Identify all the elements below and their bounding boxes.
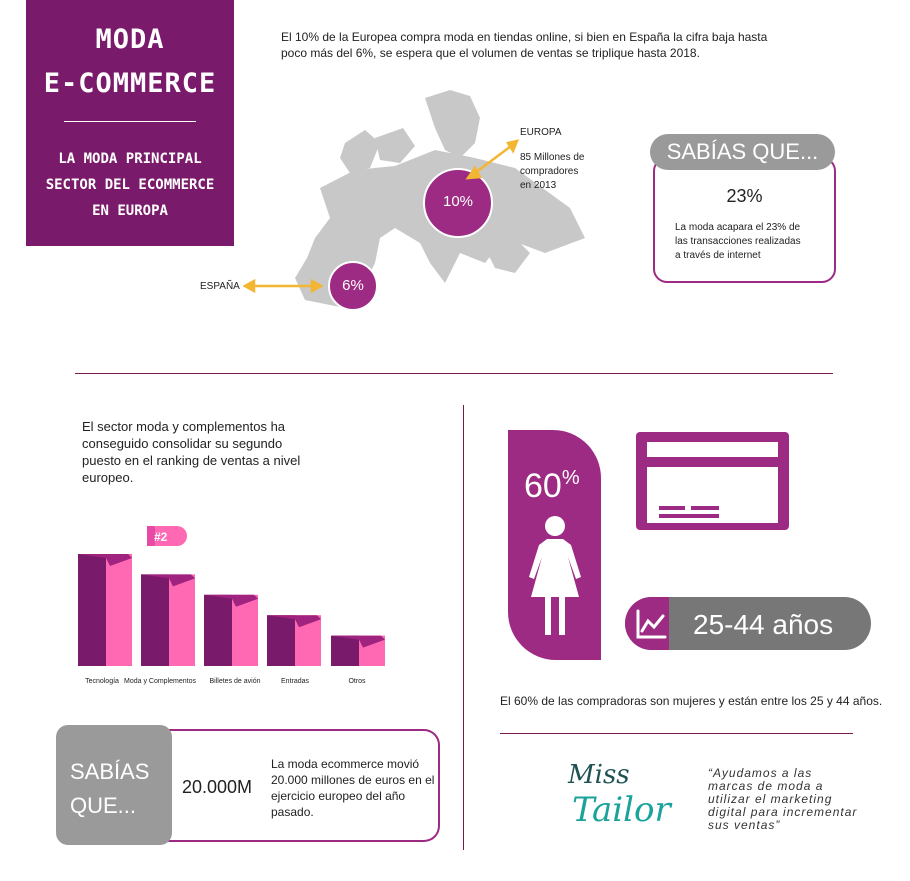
age-range: 25-44 años [693, 609, 834, 640]
women-pct-number: 60 [524, 467, 562, 505]
bar-3 [204, 595, 258, 666]
women-pct-sign: % [561, 467, 580, 489]
did-you-know-box [653, 157, 836, 283]
x-label-2: Moda y Complementos [124, 678, 196, 685]
bar-2 [141, 574, 195, 666]
did-you-know-2-heading-line-1: SABÍAS [70, 759, 150, 784]
title-subtitle [26, 146, 234, 224]
spain-label: ESPAÑA [200, 281, 240, 292]
title-line-1: MODA [95, 24, 165, 55]
credit-card-icon [636, 432, 789, 530]
bar-1 [78, 554, 132, 666]
title-block [26, 0, 234, 246]
ranking-chart [70, 520, 400, 670]
growth-chart-icon [634, 607, 668, 641]
europe-detail [520, 151, 584, 193]
bar-5 [331, 636, 385, 666]
spain-arrow-icon [243, 278, 323, 294]
quote-line-5: sus ventas” [708, 818, 781, 832]
quote-line-2: marcas de moda a [708, 779, 824, 793]
europe-detail-line-1: 85 Millones de [520, 152, 585, 163]
intro-text: El 10% de la Europea compra moda en tiendas online, si bien en España la cifra baja hasta poco más del 6%, se espera que el volumen de ventas se triplique hasta 2018. [281, 30, 768, 60]
women-pct [524, 467, 580, 506]
europe-label: EUROPA [520, 127, 562, 138]
did-you-know-2-value: 20.000M [182, 777, 253, 797]
did-you-know-line-2: las transacciones realizadas [675, 236, 801, 247]
subtitle-line-1: LA MODA PRINCIPAL [58, 151, 202, 167]
x-label-3: Billetes de avión [209, 678, 261, 685]
did-you-know-2-text: La moda ecommerce movió 20.000 millones de euros en el ejercicio europeo del año pasado. [271, 757, 435, 819]
did-you-know-2-heading [56, 725, 172, 845]
section-divider [75, 373, 833, 374]
rank-badge-text: #2 [154, 530, 168, 544]
x-label-4: Entradas [280, 678, 310, 685]
title-divider [64, 121, 196, 122]
europe-detail-line-2: compradores [520, 166, 579, 177]
did-you-know-line-1: La moda acapara el 23% de [675, 222, 801, 233]
sector-text: El sector moda y complementos ha conseguido consolidar su segundo puesto en el ranking de ventas a nivel europeo. [82, 419, 301, 485]
quote-line-1: “Ayudamos a las [708, 766, 813, 780]
did-you-know-2-heading-line-2: QUE... [70, 793, 137, 818]
title-line-2: E-COMMERCE [43, 68, 217, 99]
did-you-know-text [675, 221, 801, 263]
did-you-know-line-3: a través de internet [675, 250, 761, 261]
subtitle-line-2: SECTOR DEL ECOMMERCE [45, 177, 215, 193]
column-divider [463, 405, 464, 850]
bar-4 [267, 615, 321, 666]
quote-line-4: digital para incrementar [708, 805, 858, 819]
europe-detail-line-3: en 2013 [520, 180, 557, 191]
spain-pct: 6% [342, 277, 364, 294]
quote-line-3: utilizar el marketing [708, 792, 833, 806]
buyers-caption: El 60% de las compradoras son mujeres y están entre los 25 y 44 años. [500, 694, 883, 708]
caption-divider [500, 733, 853, 734]
logo-tailor: Tailor [572, 790, 671, 830]
woman-icon [527, 515, 583, 637]
brand-quote [708, 767, 888, 832]
miss-tailor-logo [566, 760, 676, 835]
x-label-1: Tecnología [85, 678, 119, 685]
europe-pct: 10% [442, 193, 474, 210]
subtitle-line-3: EN EUROPA [92, 203, 168, 219]
did-you-know-value: 23% [726, 186, 763, 206]
x-label-5: Otros [348, 678, 366, 685]
did-you-know-heading: SABÍAS QUE... [650, 134, 835, 170]
logo-miss: Miss [568, 760, 630, 790]
